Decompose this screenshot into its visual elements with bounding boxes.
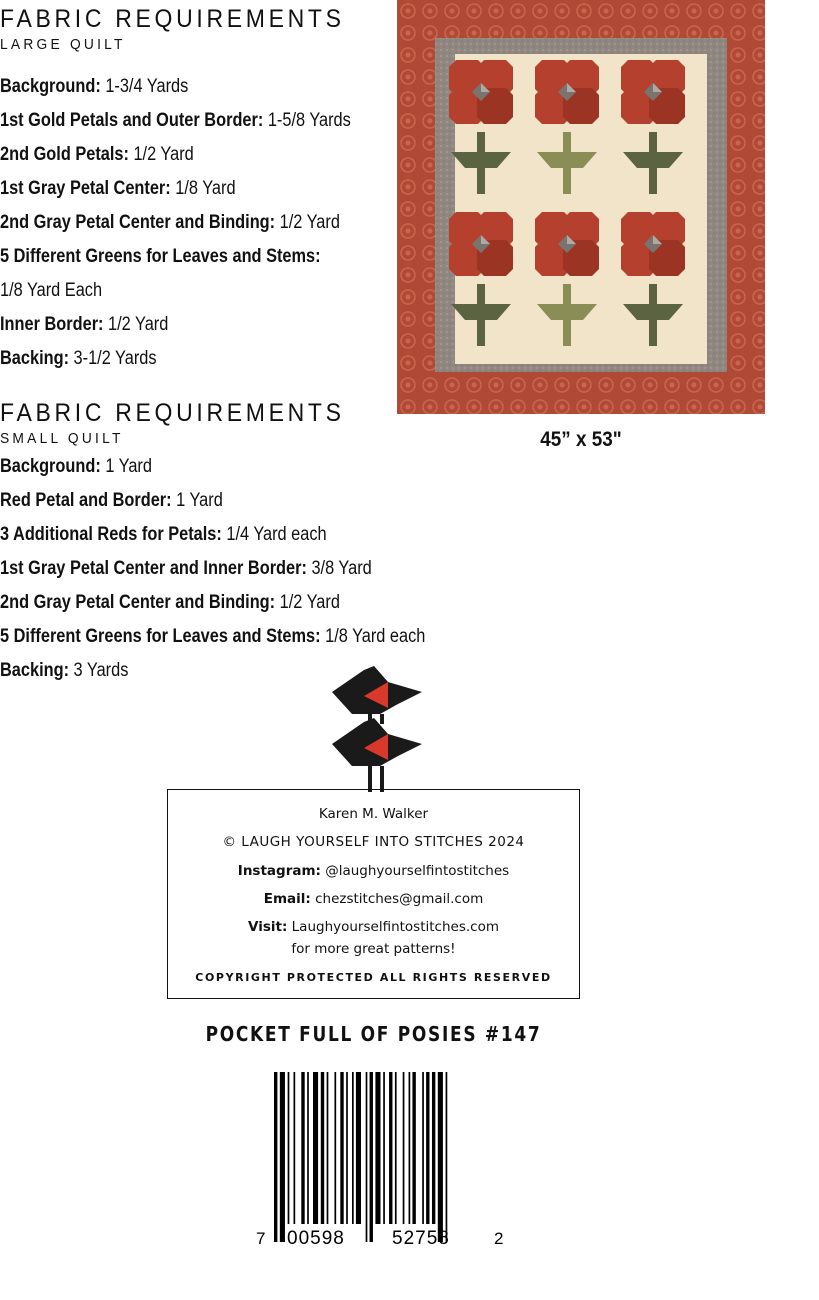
barcode-bar (288, 1072, 290, 1224)
requirement-label: 1st Gray Petal Center and Inner Border: (0, 558, 307, 579)
barcode-bar (395, 1072, 397, 1224)
barcode-bar (334, 1072, 336, 1224)
quilt-stem (649, 284, 657, 346)
requirement-value: 1 Yard (100, 456, 152, 477)
quilt-stem (477, 132, 485, 194)
requirement-label: 5 Different Greens for Leaves and Stems: (0, 246, 321, 267)
barcode-bar (321, 1072, 324, 1224)
requirement-item (0, 274, 396, 308)
quilt-stem (477, 284, 485, 346)
barcode-icon (254, 1070, 506, 1250)
requirement-value: 1/4 Yard each (221, 524, 327, 545)
requirement-value: 1/8 Yard (170, 178, 236, 199)
barcode-bar (313, 1072, 318, 1224)
requirements-list (0, 450, 460, 688)
requirements-list (0, 70, 460, 376)
barcode-bar (412, 1072, 415, 1224)
email-label: Email: (263, 891, 311, 907)
visit-line-2: for more great patterns! (291, 941, 456, 957)
barcode-bar (346, 1072, 348, 1224)
requirement-item (0, 308, 396, 342)
requirement-item (0, 552, 396, 586)
section-title: FABRIC REQUIREMENTS (0, 5, 345, 33)
requirement-item (0, 138, 396, 172)
requirement-label: Backing: (0, 348, 70, 369)
instagram-label: Instagram: (237, 863, 321, 879)
quilt-stem (563, 132, 571, 194)
requirement-item (0, 342, 396, 376)
requirement-value: 1/2 Yard (275, 212, 340, 233)
section-subtitle: SMALL QUILT (0, 430, 124, 447)
requirement-label: Background: (0, 76, 101, 97)
requirement-item (0, 104, 396, 138)
barcode-bar (280, 1072, 285, 1242)
section-subtitle: LARGE QUILT (0, 36, 126, 53)
requirement-label: 2nd Gray Petal Center and Binding: (0, 212, 276, 233)
requirement-label: Red Petal and Border: (0, 490, 172, 511)
requirement-value: 3-1/2 Yards (69, 348, 157, 369)
requirement-label: 2nd Gray Petal Center and Binding: (0, 592, 276, 613)
requirement-label: Backing: (0, 660, 70, 681)
barcode-bar (301, 1072, 304, 1224)
barcode-bar (432, 1072, 435, 1224)
requirement-value: 1/8 Yard Each (0, 280, 103, 301)
contact-info-box (167, 789, 580, 999)
quilt-stem (649, 132, 657, 194)
barcode-bar (422, 1072, 424, 1224)
requirement-value: 1/2 Yard (103, 314, 169, 335)
requirement-label: Inner Border: (0, 314, 104, 335)
large-quilt-requirements (0, 6, 460, 376)
quilt-stem (563, 284, 571, 346)
quilt-image (397, 0, 765, 414)
barcode-bar (409, 1072, 411, 1224)
barcode-bar (389, 1072, 392, 1224)
barcode-digit-right: 2 (494, 1229, 504, 1248)
barcode-bar (307, 1072, 309, 1224)
requirement-item (0, 518, 396, 552)
requirement-item (0, 240, 396, 274)
requirement-value: 1-5/8 Yards (263, 110, 351, 131)
requirement-item (0, 172, 396, 206)
requirement-item (0, 586, 396, 620)
requirement-item (0, 620, 426, 654)
rights-reserved: COPYRIGHT PROTECTED ALL RIGHTS RESERVED (195, 971, 552, 984)
visit-line (168, 919, 579, 935)
barcode-bar (294, 1072, 296, 1224)
requirement-label: 2nd Gold Petals: (0, 144, 129, 165)
barcode-bar (340, 1072, 343, 1224)
barcode-bar (327, 1072, 329, 1224)
requirement-label: Background: (0, 456, 101, 477)
barcode-bar (356, 1072, 361, 1224)
requirement-item (0, 484, 396, 518)
barcode-bar (352, 1072, 354, 1224)
barcode-bar (366, 1072, 368, 1242)
requirement-item (0, 70, 396, 104)
small-quilt-requirements (0, 400, 460, 688)
barcode-bar (403, 1072, 405, 1224)
requirement-label: 1st Gray Petal Center: (0, 178, 171, 199)
requirement-item (0, 206, 396, 240)
barcode-digit-left: 7 (256, 1229, 266, 1248)
stacked-crows-logo-icon (328, 662, 422, 792)
requirement-value: 1-3/4 Yards (100, 76, 189, 97)
email-line (168, 891, 579, 907)
requirement-label: 5 Different Greens for Leaves and Stems: (0, 626, 321, 647)
email-address[interactable]: chezstitches@gmail.com (310, 891, 484, 907)
requirement-value: 3/8 Yard (306, 558, 372, 579)
barcode-bar (446, 1072, 448, 1242)
requirement-value: 3 Yards (69, 660, 129, 681)
barcode-bar (274, 1072, 277, 1242)
quilt-dimensions: 45” x 53" (540, 428, 622, 451)
author-name: Karen M. Walker (318, 806, 429, 822)
website-link[interactable]: Laughyourselfintostitches.com (287, 919, 499, 935)
requirement-item (0, 450, 396, 484)
barcode-bar (438, 1072, 443, 1242)
requirement-label: 3 Additional Reds for Petals: (0, 524, 222, 545)
barcode-bar (426, 1072, 429, 1224)
requirement-value: 1 Yard (171, 490, 223, 511)
barcode-bar (383, 1072, 385, 1224)
requirement-value: 1/2 Yard (128, 144, 194, 165)
barcode-group-right: 52758 (392, 1228, 450, 1249)
instagram-line (168, 863, 579, 879)
pattern-title: POCKET FULL OF POSIES #147 (205, 1022, 542, 1046)
requirement-value: 1/2 Yard (275, 592, 340, 613)
visit-label: Visit: (248, 919, 288, 935)
requirement-value: 1/8 Yard each (320, 626, 426, 647)
instagram-handle[interactable]: @laughyourselfintostitches (320, 863, 510, 879)
copyright-line: © LAUGH YOURSELF INTO STITCHES 2024 (222, 834, 525, 850)
barcode-bar (370, 1072, 373, 1242)
barcode-group-left: 00598 (287, 1228, 345, 1249)
barcode-bar (375, 1072, 380, 1224)
requirement-label: 1st Gold Petals and Outer Border: (0, 110, 264, 131)
section-title: FABRIC REQUIREMENTS (0, 399, 345, 427)
